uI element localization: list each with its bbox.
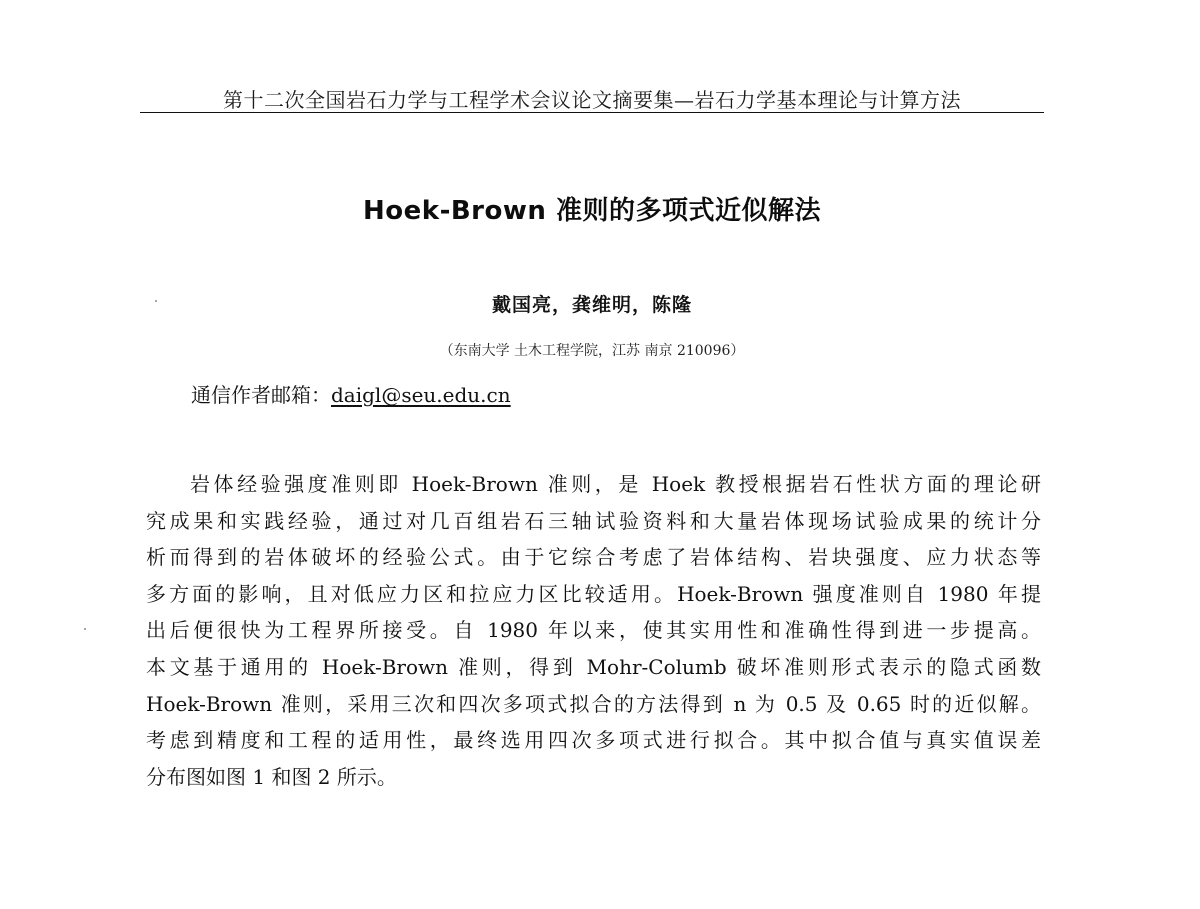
abstract-body	[146, 466, 1041, 795]
abstract-line: 分布图如图 1 和图 2 所示。	[146, 764, 397, 789]
abstract-line: 考虑到精度和工程的适用性，最终选用四次多项式进行拟合。其中拟合值与真实值误差	[146, 728, 1041, 753]
abstract-line: 出后便很快为工程界所接受。自 1980 年以来，使其实用性和准确性得到进一步提高。	[146, 618, 1041, 643]
email-label: 通信作者邮箱：	[191, 383, 331, 407]
header-rule	[140, 112, 1044, 113]
corresponding-email	[191, 379, 511, 408]
abstract-line: 究成果和实践经验，通过对几百组岩石三轴试验资料和大量岩体现场试验成果的统计分	[146, 508, 1041, 533]
scan-speck	[84, 628, 86, 630]
abstract-line: 岩体经验强度准则即 Hoek-Brown 准则，是 Hoek 教授根据岩石性状方面的理论研	[190, 472, 1041, 496]
abstract-line: Hoek-Brown 准则，采用三次和四次多项式拟合的方法得到 n 为 0.5 及 0.65 时的近似解。	[146, 691, 1041, 716]
author-list: 戴国亮，龚维明，陈隆	[491, 294, 692, 316]
running-header: 第十二次全国岩石力学与工程学术会议论文摘要集—岩石力学基本理论与计算方法	[223, 88, 961, 112]
abstract-line: 多方面的影响，且对低应力区和拉应力区比较适用。Hoek-Brown 强度准则自 1980 年提	[146, 581, 1041, 606]
abstract-line: 析而得到的岩体破坏的经验公式。由于它综合考虑了岩体结构、岩块强度、应力状态等	[146, 545, 1041, 570]
abstract-line: 本文基于通用的 Hoek-Brown 准则，得到 Mohr-Columb 破坏准则形式表示的隐式函数	[146, 654, 1041, 679]
paper-title: Hoek-Brown 准则的多项式近似解法	[363, 196, 821, 226]
affiliation: （东南大学 土木工程学院，江苏 南京 210096）	[439, 343, 745, 359]
email-address[interactable]: daigl@seu.edu.cn	[331, 383, 511, 407]
